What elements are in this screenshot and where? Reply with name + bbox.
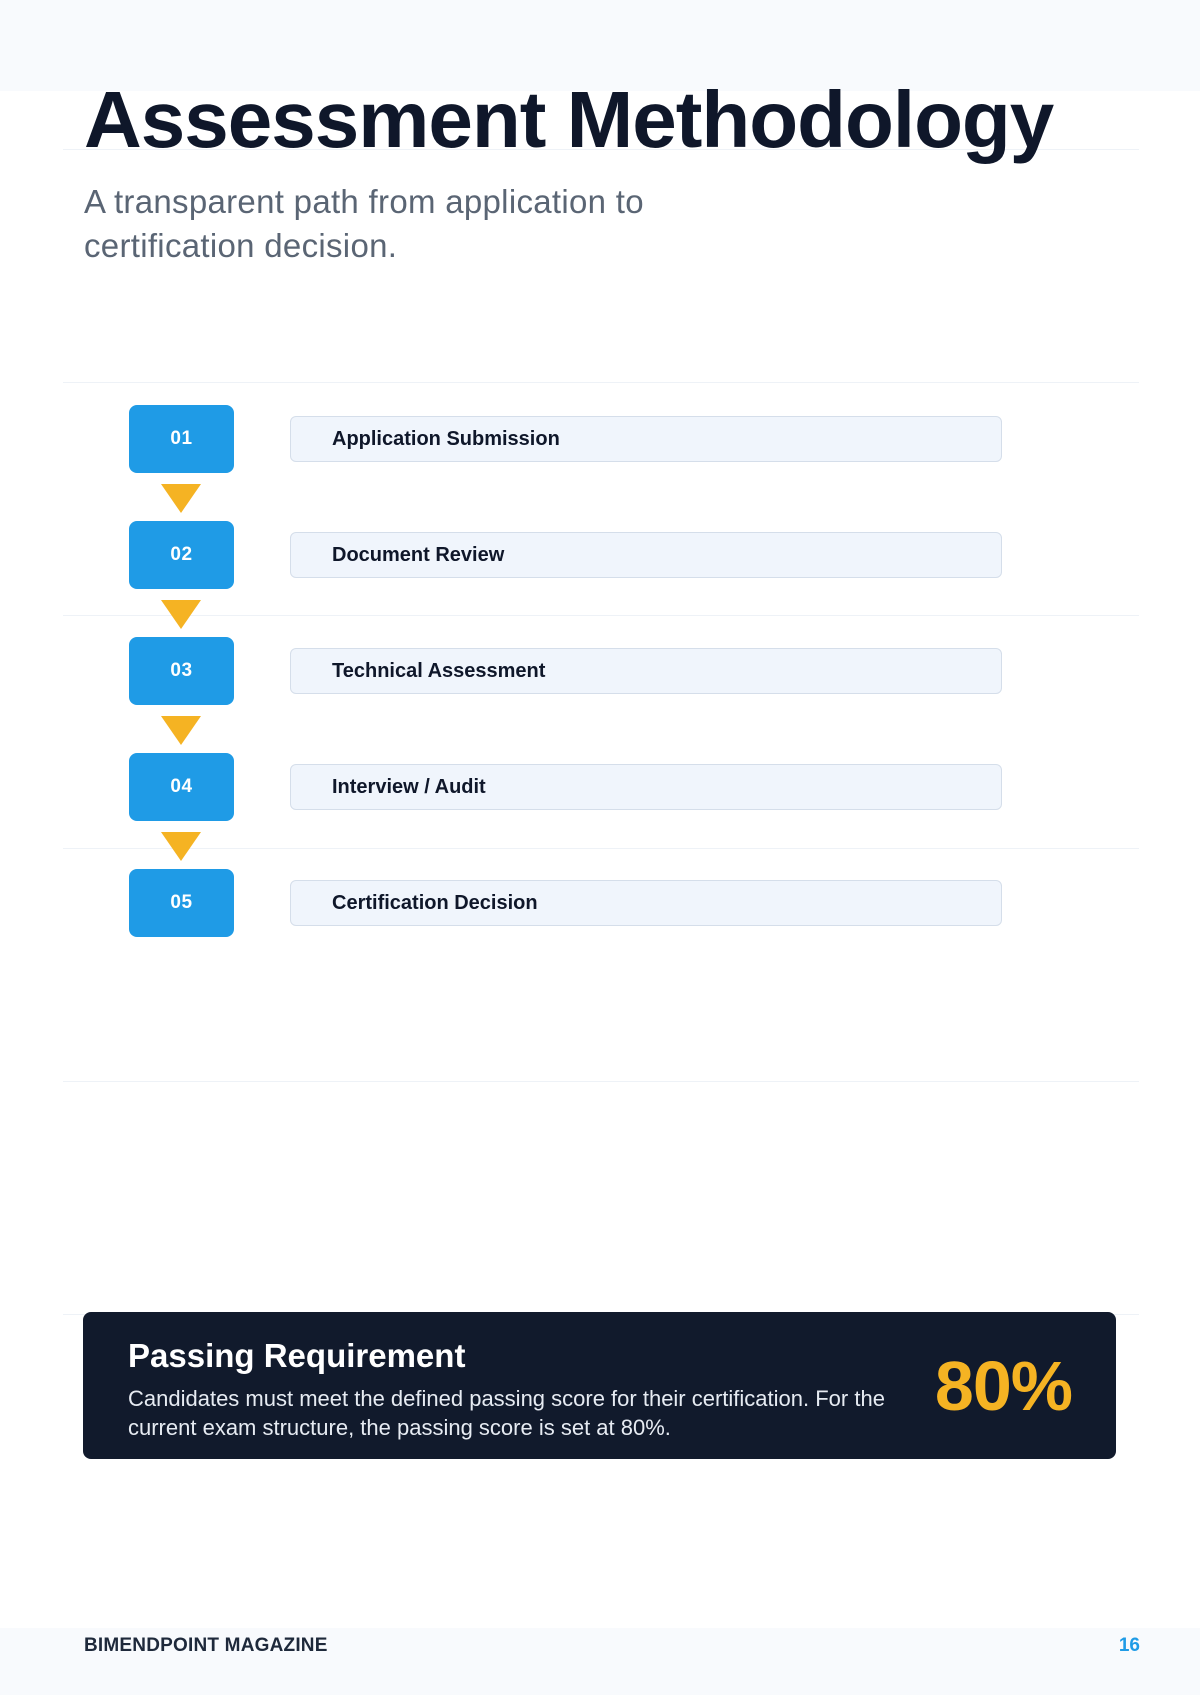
page-title: Assessment Methodology xyxy=(84,75,1054,164)
requirement-description: Candidates must meet the defined passing score for their certification. For the current exam structure, the passing score is set at 80%. xyxy=(128,1386,885,1440)
guide-line xyxy=(63,382,1139,383)
page-number: 16 xyxy=(1118,1635,1140,1656)
guide-line xyxy=(63,1081,1139,1082)
magazine-brand: BIMENDPOINT MAGAZINE xyxy=(84,1635,328,1656)
page-subtitle: A transparent path from application to certification decision. xyxy=(84,183,644,264)
step-label-pill: Certification Decision xyxy=(290,880,1002,926)
step-label-pill: Application Submission xyxy=(290,416,1002,462)
passing-requirement-card xyxy=(83,1312,1116,1459)
step-label-pill: Interview / Audit xyxy=(290,764,1002,810)
step-label-pill: Technical Assessment xyxy=(290,648,1002,694)
step-arrow-down-icon xyxy=(161,716,201,745)
step-number-badge: 01 xyxy=(129,405,234,473)
step-number-badge: 02 xyxy=(129,521,234,589)
guide-line xyxy=(63,615,1139,616)
step-number-badge: 04 xyxy=(129,753,234,821)
step-arrow-down-icon xyxy=(161,484,201,513)
requirement-heading: Passing Requirement xyxy=(128,1337,466,1374)
step-number-badge: 05 xyxy=(129,869,234,937)
guide-line xyxy=(63,848,1139,849)
step-number-badge: 03 xyxy=(129,637,234,705)
passing-score-value: 80% xyxy=(934,1347,1072,1425)
step-arrow-down-icon xyxy=(161,832,201,861)
step-arrow-down-icon xyxy=(161,600,201,629)
step-label-pill: Document Review xyxy=(290,532,1002,578)
